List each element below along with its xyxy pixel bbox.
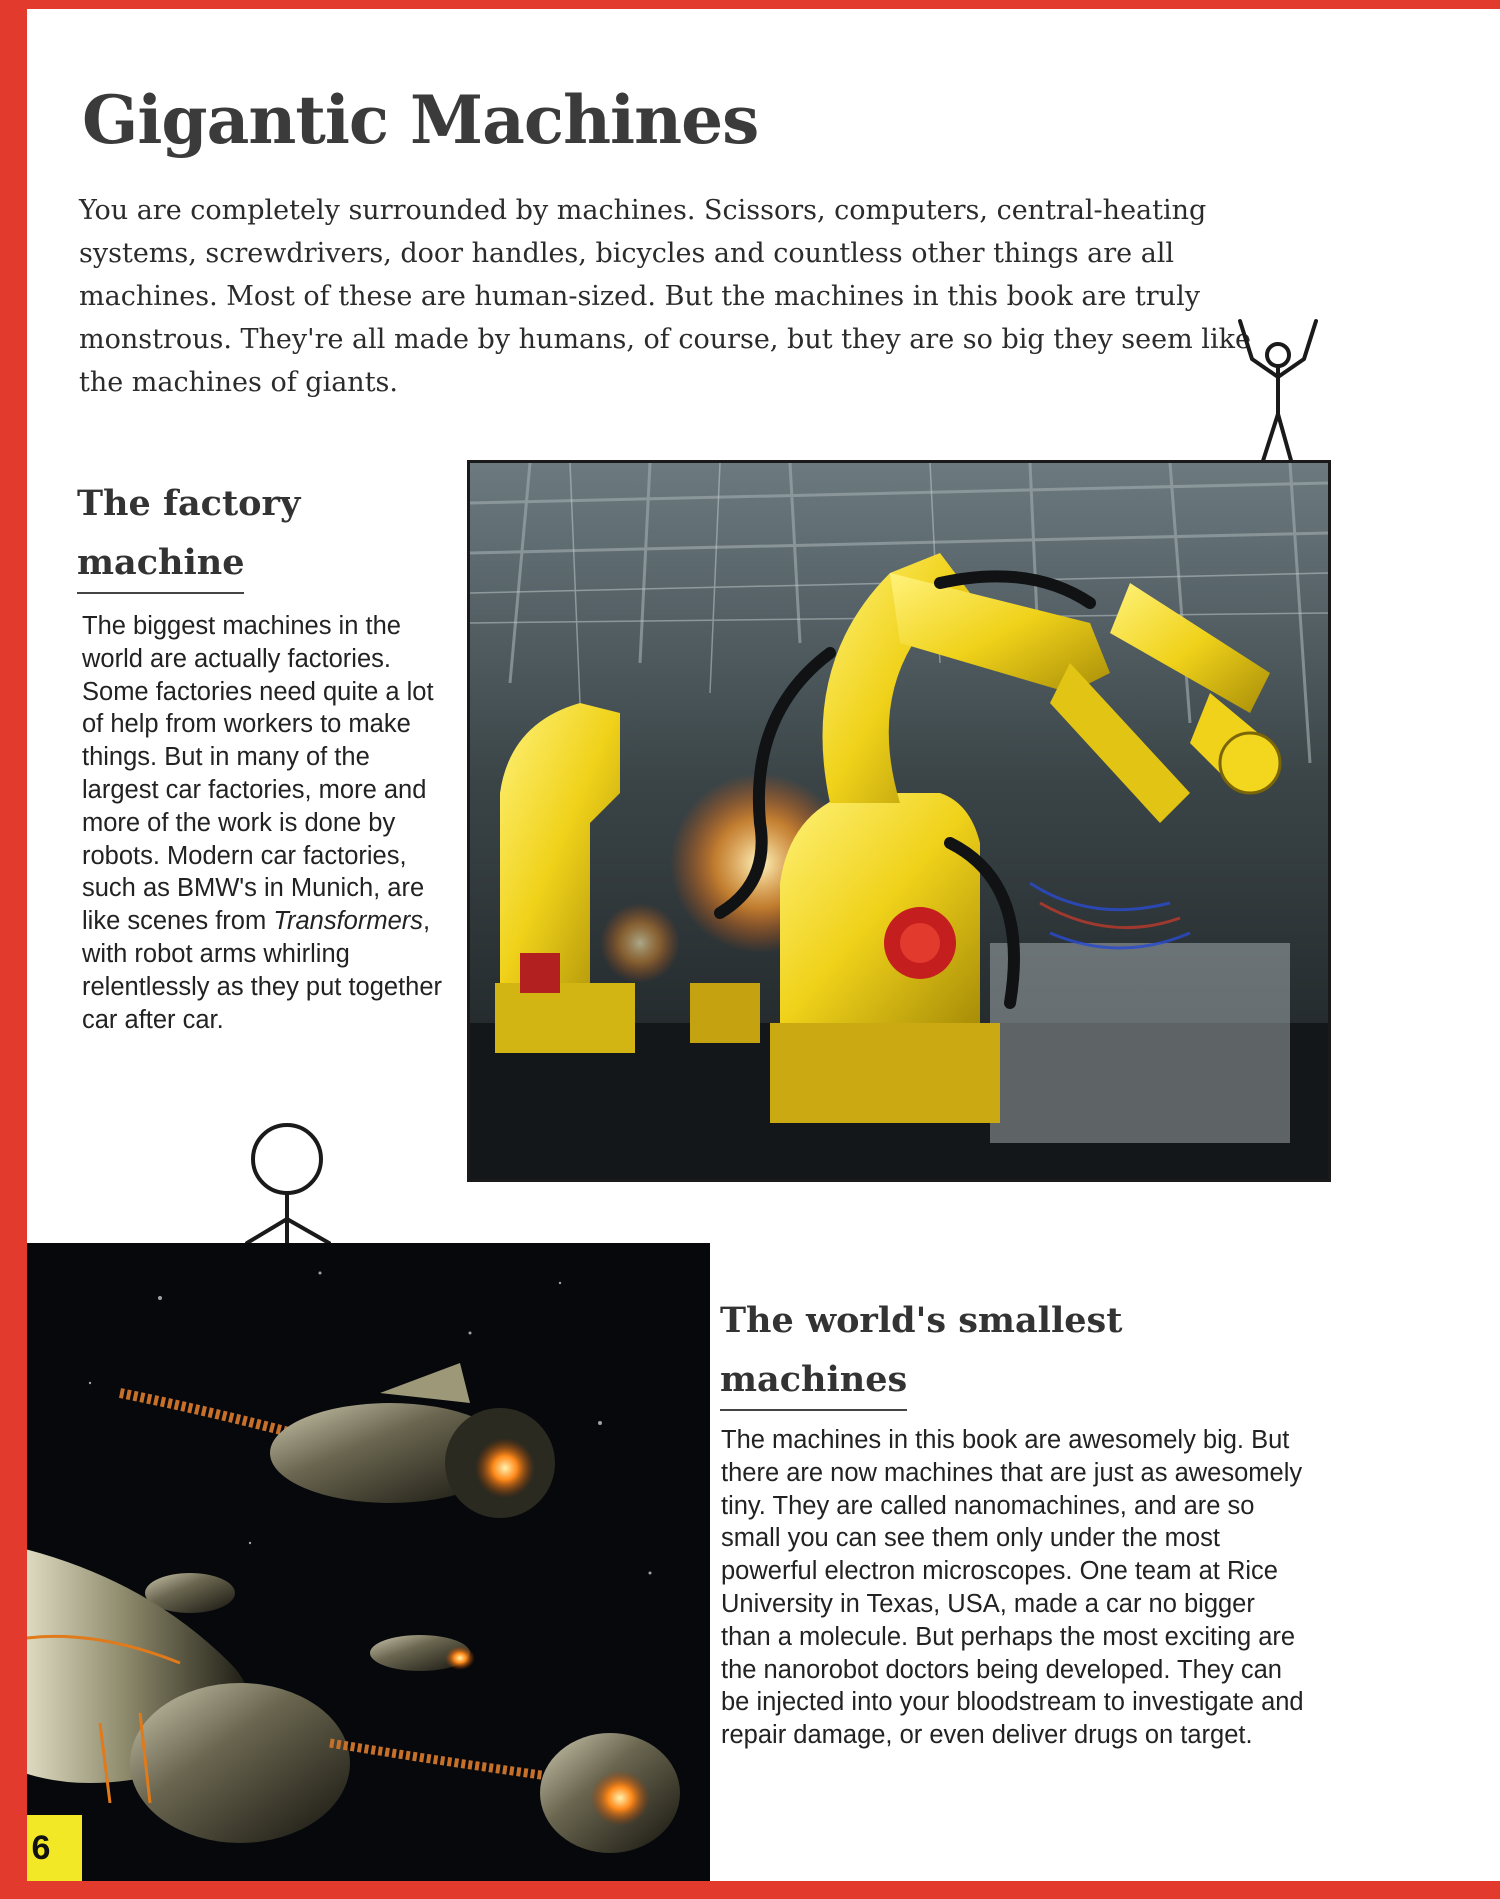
- factory-heading-line1: The factory: [77, 483, 301, 524]
- smallest-heading: [720, 1291, 1122, 1411]
- factory-paragraph: [82, 610, 452, 1036]
- factory-robots-photo: [467, 460, 1331, 1182]
- factory-heading: [77, 474, 300, 594]
- page-title: Gigantic Machines: [82, 81, 759, 159]
- page-number: 6: [27, 1815, 82, 1881]
- smallest-heading-line2: machines: [720, 1350, 907, 1411]
- smallest-paragraph: The machines in this book are awesomely big. But there are now machines that are just as awesomely tiny. They are called nanomachines, and are so small you can see them only under the most powerful electron microscopes. One team at Rice University in Texas, USA, made a car no bigger than a molecule. But perhaps the most exciting are the nanorobot doctors being developed. They can be injected into your bloodstream to investigate and repair damage, or even deliver drugs on target.: [721, 1426, 1304, 1750]
- factory-heading-line2: machine: [77, 533, 244, 594]
- stick-figure-arms-up-icon: [1232, 309, 1324, 479]
- intro-paragraph: You are completely surrounded by machines. Scissors, computers, central-heating systems, screwdrivers, door handles, bicycles and countless other things are all machines. Most of these are human-sized. But the machines in this book are truly monstrous. They're all made by humans, of course, but they are so big they seem like the machines of giants.: [79, 195, 1251, 398]
- factory-text-after: , with robot arms whirling relentlessly as they put together car after car.: [82, 907, 443, 1034]
- book-page: [27, 9, 1500, 1881]
- factory-text-italic: Transformers: [273, 907, 424, 936]
- nanomachines-photo: [27, 1243, 710, 1881]
- factory-text-before: The biggest machines in the world are actually factories. Some factories need quite a lot of help from workers to make things. But in many of the largest car factories, more and more of the work is done by robots. Modern car factories, such as BMW's in Munich, are like scenes from: [82, 612, 434, 936]
- smallest-heading-line1: The world's smallest: [720, 1300, 1123, 1341]
- factory-robots-illustration: [470, 463, 1328, 1179]
- nanomachines-illustration: [27, 1243, 710, 1881]
- stick-figure-icon: [217, 1121, 357, 1261]
